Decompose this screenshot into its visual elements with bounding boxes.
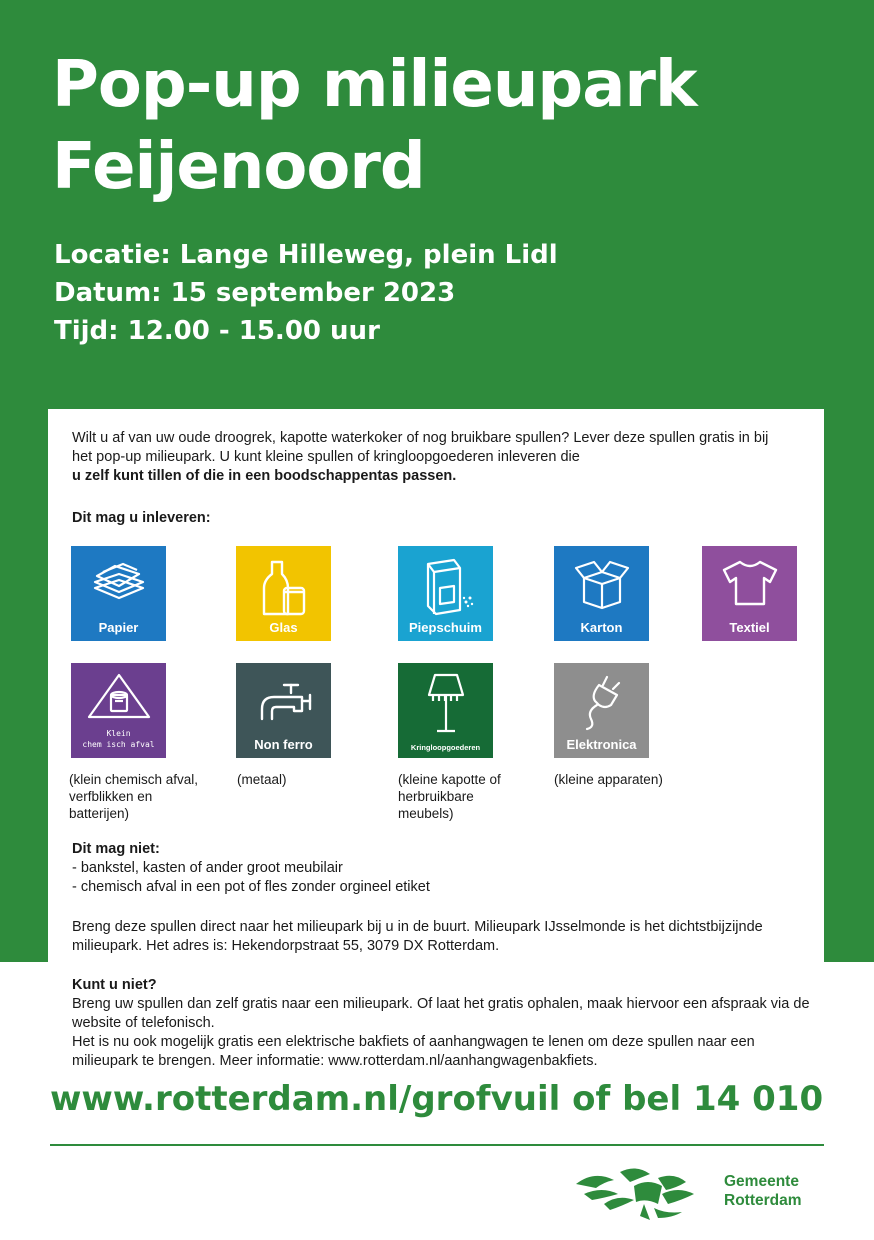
tile-label-line-1: Klein — [106, 729, 131, 738]
not-allowed-item: - bankstel, kasten of ander groot meubilair — [72, 860, 343, 876]
cannot-line-2: Het is nu ook mogelijk gratis een elektrische bakfiets of aanhangwagen te lenen om deze spullen naar een milieupark te brengen. Meer informatie: www.rotterdam.nl/aanhangwagenbakfiets. — [72, 1034, 755, 1069]
tile-papier — [71, 546, 166, 641]
cannot-heading: Kunt u niet? — [72, 977, 157, 993]
tile-klein-chemisch-afval — [71, 663, 166, 758]
title-line-1: Pop-up milieupark — [52, 48, 697, 122]
tile-non-ferro — [236, 663, 331, 758]
event-time: Tijd: 12.00 - 15.00 uur — [54, 316, 380, 346]
event-location: Locatie: Lange Hilleweg, plein Lidl — [54, 240, 558, 270]
tile-label: Elektronica — [566, 737, 637, 752]
hazard-triangle-icon — [85, 671, 153, 721]
event-details — [54, 236, 558, 350]
bottle-jar-icon — [256, 558, 312, 618]
gemeente-rotterdam-wordmark — [724, 1172, 802, 1210]
power-plug-icon — [577, 673, 627, 733]
not-allowed-item: - chemisch afval in een pot of fles zonder orgineel etiket — [72, 879, 430, 895]
footer-url[interactable]: www.rotterdam.nl/grofvuil of bel 14 010 — [50, 1079, 824, 1119]
tile-textiel — [702, 546, 797, 641]
tile-label — [82, 728, 154, 752]
caption-klein-chemisch-afval: (klein chemisch afval, verfblikken en batterijen) — [69, 772, 199, 821]
tile-label: Kringloopgoederen — [410, 743, 481, 752]
caption-elektronica: (kleine apparaten) — [554, 772, 663, 787]
faucet-icon — [254, 679, 314, 725]
tile-label: Textiel — [729, 620, 770, 635]
not-allowed-heading: Dit mag niet: — [72, 841, 160, 857]
intro-text: Wilt u af van uw oude droogrek, kapotte waterkoker of nog bruikbare spullen? Lever deze spullen gratis in bij het pop-up milieupark. U kunt kleine spullen of kringloopgoederen inleveren die — [72, 430, 769, 465]
styrofoam-icon — [416, 558, 476, 616]
tile-elektronica — [554, 663, 649, 758]
tile-piepschuim — [398, 546, 493, 641]
cannot-line-1: Breng uw spullen dan zelf gratis naar een milieupark. Of laat het gratis ophalen, maak hiervoor een afspraak via de website of telefonisch. — [72, 996, 810, 1031]
gemeente-rotterdam-logo-icon — [574, 1164, 714, 1220]
bring-direct-paragraph: Breng deze spullen direct naar het milieupark bij u in de buurt. Milieupark IJsselmonde is het dichtstbijzijnde milieupark. Het adres is: Hekendorpstraat 55, 3079 DX Rotterdam. — [72, 919, 763, 954]
tile-label: Papier — [98, 620, 139, 635]
intro-paragraph — [72, 429, 792, 486]
cannot-section — [72, 976, 812, 1071]
tile-label: Karton — [580, 620, 623, 635]
tile-label: Non ferro — [254, 737, 313, 752]
tile-label: Glas — [269, 620, 298, 635]
not-allowed-section — [72, 840, 430, 897]
allowed-heading: Dit mag u inleveren: — [72, 510, 211, 526]
page-title — [52, 44, 697, 208]
cardboard-box-icon — [572, 558, 632, 612]
tile-karton — [554, 546, 649, 641]
divider — [50, 1144, 824, 1146]
tile-label-line-2: chem isch afval — [82, 740, 155, 749]
tshirt-icon — [722, 558, 778, 608]
logo-line-1: Gemeente — [724, 1173, 799, 1190]
tile-glas — [236, 546, 331, 641]
caption-non-ferro: (metaal) — [237, 772, 287, 787]
paper-stack-icon — [89, 558, 149, 608]
intro-bold-text: u zelf kunt tillen of die in een boodschappentas passen. — [72, 468, 457, 484]
tile-kringloopgoederen — [398, 663, 493, 758]
event-date: Datum: 15 september 2023 — [54, 278, 456, 308]
caption-kringloopgoederen: (kleine kapotte of herbruikbare meubels) — [398, 772, 501, 821]
title-line-2: Feijenoord — [52, 130, 425, 204]
logo-line-2: Rotterdam — [724, 1192, 802, 1209]
tile-label: Piepschuim — [409, 620, 482, 635]
floor-lamp-icon — [421, 671, 471, 737]
